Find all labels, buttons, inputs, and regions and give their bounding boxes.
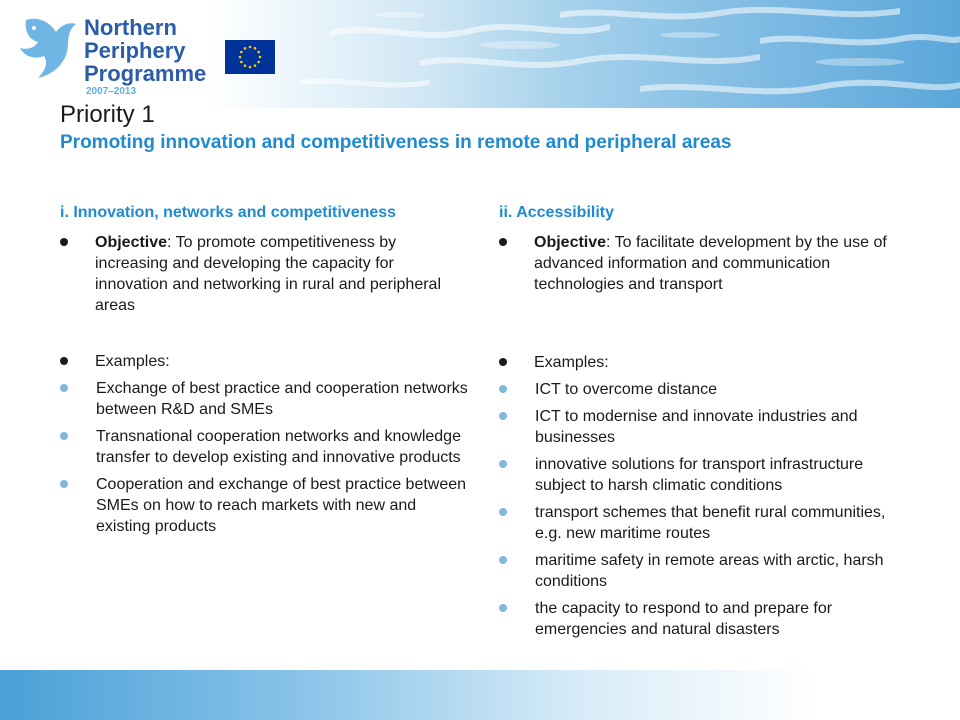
list-item: the capacity to respond to and prepare for emergencies and natural disasters xyxy=(499,598,909,640)
list-item: Exchange of best practice and cooperation networks between R&D and SMEs xyxy=(60,378,470,420)
logo-line-2: Periphery xyxy=(84,38,186,63)
right-column-heading: ii. Accessibility xyxy=(499,204,615,221)
logo-wordmark xyxy=(84,16,206,85)
list-item: ICT to modernise and innovate industries and businesses xyxy=(499,406,909,448)
eu-star xyxy=(249,46,252,49)
left-column-heading: i. Innovation, networks and competitiveness xyxy=(60,204,397,221)
eu-star xyxy=(239,56,242,59)
list-item: maritime safety in remote areas with arctic, harsh conditions xyxy=(499,550,909,592)
logo-years: 2007–2013 xyxy=(86,86,137,97)
objective-label: Objective xyxy=(95,234,168,251)
left-column xyxy=(60,232,470,537)
eu-flag-icon xyxy=(225,40,275,74)
eu-star xyxy=(240,61,243,64)
list-item: Cooperation and exchange of best practice between SMEs on how to reach markets with new and existing products xyxy=(60,474,470,537)
objective-text: : To promote competitiveness by increasing and developing the capacity for innovation and networking in rural and peripheral areas xyxy=(95,234,441,314)
examples-item xyxy=(60,351,470,372)
list-item: innovative solutions for transport infrastructure subject to harsh climatic conditions xyxy=(499,454,909,496)
left-examples-list xyxy=(60,378,470,537)
eu-star xyxy=(244,64,247,67)
eu-star xyxy=(254,47,257,50)
dove-icon xyxy=(16,14,78,84)
objective-item xyxy=(499,232,909,295)
objective-text: : To facilitate development by the use of advanced information and communication technologies and transport xyxy=(534,234,887,293)
eu-star xyxy=(259,56,262,59)
page-subtitle: Promoting innovation and competitiveness in remote and peripheral areas xyxy=(60,132,732,153)
examples-label: Examples: xyxy=(534,354,609,371)
programme-logo xyxy=(16,12,216,97)
right-column xyxy=(499,232,909,640)
page-title: Priority 1 xyxy=(60,101,155,128)
logo-line-1: Northern xyxy=(84,15,177,40)
footer-band xyxy=(0,670,960,720)
eu-star xyxy=(257,51,260,54)
eu-star xyxy=(244,47,247,50)
eu-star xyxy=(257,61,260,64)
eu-star xyxy=(254,64,257,67)
examples-label: Examples: xyxy=(95,353,170,370)
list-item: transport schemes that benefit rural communities, e.g. new maritime routes xyxy=(499,502,909,544)
examples-item xyxy=(499,352,909,373)
eu-star xyxy=(249,66,252,69)
title-block xyxy=(60,101,940,155)
objective-label: Objective xyxy=(534,234,607,251)
objective-item xyxy=(60,232,470,316)
list-item: ICT to overcome distance xyxy=(499,379,909,400)
logo-line-3: Programme xyxy=(84,61,207,86)
eu-star xyxy=(240,51,243,54)
right-examples-list xyxy=(499,379,909,640)
list-item: Transnational cooperation networks and knowledge transfer to develop existing and innovative products xyxy=(60,426,470,468)
